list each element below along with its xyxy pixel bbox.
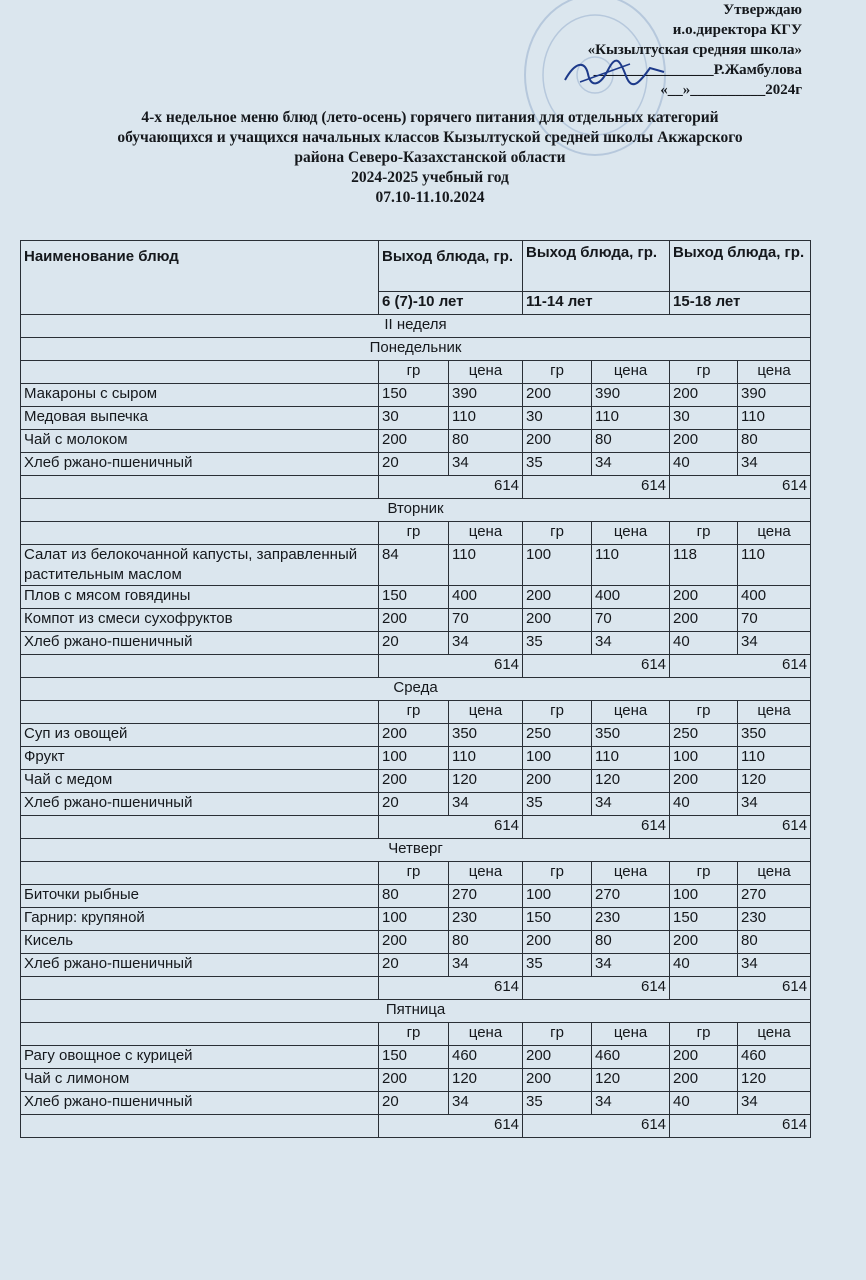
price-cell: 34 bbox=[592, 954, 670, 977]
week-row bbox=[21, 315, 811, 338]
day-name: Пятница bbox=[21, 1000, 811, 1023]
title-line-4: 2024-2025 учебный год bbox=[351, 169, 509, 186]
total-cell: 614 bbox=[379, 1115, 523, 1138]
total-row bbox=[21, 816, 811, 839]
grams-cell: 200 bbox=[670, 586, 738, 609]
dish-name: Фрукт bbox=[21, 747, 379, 770]
price-label: цена bbox=[592, 1023, 670, 1046]
total-cell: 614 bbox=[523, 816, 670, 839]
table-row bbox=[21, 793, 811, 816]
price-cell: 120 bbox=[738, 770, 811, 793]
day-row bbox=[21, 499, 811, 522]
approval-line-5: «__»__________2024г bbox=[660, 82, 802, 98]
price-cell: 400 bbox=[738, 586, 811, 609]
empty-cell bbox=[21, 655, 379, 678]
day-row bbox=[21, 338, 811, 361]
price-cell: 80 bbox=[449, 931, 523, 954]
price-cell: 34 bbox=[449, 632, 523, 655]
title-line-3: района Северо-Казахстанской области bbox=[294, 149, 566, 166]
grams-cell: 20 bbox=[379, 954, 449, 977]
grams-cell: 200 bbox=[379, 724, 449, 747]
empty-cell bbox=[21, 701, 379, 724]
price-cell: 390 bbox=[738, 384, 811, 407]
day-row bbox=[21, 839, 811, 862]
price-cell: 34 bbox=[449, 954, 523, 977]
document-title bbox=[30, 108, 830, 208]
gr-label: гр bbox=[523, 862, 592, 885]
grams-cell: 150 bbox=[523, 908, 592, 931]
price-cell: 270 bbox=[449, 885, 523, 908]
price-cell: 110 bbox=[738, 747, 811, 770]
total-row bbox=[21, 655, 811, 678]
grams-cell: 40 bbox=[670, 1092, 738, 1115]
price-cell: 34 bbox=[449, 1092, 523, 1115]
grams-cell: 100 bbox=[379, 747, 449, 770]
grams-cell: 20 bbox=[379, 1092, 449, 1115]
dish-name: Чай с медом bbox=[21, 770, 379, 793]
gr-label: гр bbox=[670, 862, 738, 885]
price-cell: 460 bbox=[592, 1046, 670, 1069]
price-cell: 400 bbox=[592, 586, 670, 609]
age-group-3: 15-18 лет bbox=[670, 292, 811, 315]
price-cell: 80 bbox=[592, 430, 670, 453]
grams-cell: 35 bbox=[523, 453, 592, 476]
price-cell: 390 bbox=[592, 384, 670, 407]
grams-cell: 20 bbox=[379, 793, 449, 816]
price-cell: 70 bbox=[592, 609, 670, 632]
price-cell: 110 bbox=[738, 545, 811, 586]
day-name: Среда bbox=[21, 678, 811, 701]
table-row bbox=[21, 931, 811, 954]
price-cell: 110 bbox=[449, 747, 523, 770]
gr-label: гр bbox=[523, 1023, 592, 1046]
table-row bbox=[21, 407, 811, 430]
grams-cell: 200 bbox=[523, 384, 592, 407]
total-row bbox=[21, 977, 811, 1000]
price-cell: 350 bbox=[592, 724, 670, 747]
subheader-row bbox=[21, 361, 811, 384]
total-cell: 614 bbox=[523, 655, 670, 678]
grams-cell: 100 bbox=[523, 545, 592, 586]
price-label: цена bbox=[449, 361, 523, 384]
table-row bbox=[21, 545, 811, 586]
grams-cell: 200 bbox=[670, 384, 738, 407]
total-cell: 614 bbox=[523, 1115, 670, 1138]
grams-cell: 20 bbox=[379, 632, 449, 655]
price-cell: 120 bbox=[592, 1069, 670, 1092]
grams-cell: 200 bbox=[523, 931, 592, 954]
title-line-2: обучающихся и учащихся начальных классов Кызылтуской средней школы Акжарского bbox=[117, 129, 743, 146]
price-cell: 110 bbox=[449, 545, 523, 586]
grams-cell: 40 bbox=[670, 954, 738, 977]
age-group-1: 6 (7)-10 лет bbox=[379, 292, 523, 315]
grams-cell: 200 bbox=[523, 609, 592, 632]
gr-label: гр bbox=[379, 522, 449, 545]
grams-cell: 200 bbox=[670, 770, 738, 793]
price-cell: 110 bbox=[738, 407, 811, 430]
empty-cell bbox=[21, 977, 379, 1000]
grams-cell: 200 bbox=[523, 1069, 592, 1092]
gr-label: гр bbox=[670, 522, 738, 545]
gr-label: гр bbox=[523, 522, 592, 545]
price-cell: 460 bbox=[449, 1046, 523, 1069]
price-cell: 460 bbox=[738, 1046, 811, 1069]
total-cell: 614 bbox=[670, 977, 811, 1000]
price-label: цена bbox=[738, 361, 811, 384]
price-label: цена bbox=[592, 701, 670, 724]
price-label: цена bbox=[738, 862, 811, 885]
approval-line-4: ________________Р.Жамбулова bbox=[593, 62, 802, 78]
price-cell: 34 bbox=[592, 1092, 670, 1115]
grams-cell: 250 bbox=[670, 724, 738, 747]
grams-cell: 200 bbox=[523, 586, 592, 609]
price-cell: 70 bbox=[449, 609, 523, 632]
gr-label: гр bbox=[379, 862, 449, 885]
table-row bbox=[21, 747, 811, 770]
dish-name: Компот из смеси сухофруктов bbox=[21, 609, 379, 632]
grams-cell: 40 bbox=[670, 632, 738, 655]
day-row bbox=[21, 678, 811, 701]
price-cell: 110 bbox=[592, 545, 670, 586]
gr-label: гр bbox=[379, 701, 449, 724]
menu-table bbox=[20, 240, 811, 1138]
table-row bbox=[21, 430, 811, 453]
price-label: цена bbox=[449, 1023, 523, 1046]
title-line-1: 4-х недельное меню блюд (лето-осень) горячего питания для отдельных категорий bbox=[141, 109, 719, 126]
grams-cell: 150 bbox=[379, 384, 449, 407]
grams-cell: 200 bbox=[379, 770, 449, 793]
price-cell: 80 bbox=[449, 430, 523, 453]
dish-name: Хлеб ржано-пшеничный bbox=[21, 1092, 379, 1115]
total-cell: 614 bbox=[379, 977, 523, 1000]
price-cell: 230 bbox=[738, 908, 811, 931]
price-cell: 80 bbox=[592, 931, 670, 954]
day-name: Вторник bbox=[21, 499, 811, 522]
dish-name: Рагу овощное с курицей bbox=[21, 1046, 379, 1069]
grams-cell: 200 bbox=[379, 430, 449, 453]
price-cell: 390 bbox=[449, 384, 523, 407]
price-cell: 80 bbox=[738, 931, 811, 954]
day-name: Четверг bbox=[21, 839, 811, 862]
table-row bbox=[21, 908, 811, 931]
grams-cell: 200 bbox=[523, 770, 592, 793]
price-cell: 34 bbox=[738, 1092, 811, 1115]
table-row bbox=[21, 770, 811, 793]
grams-cell: 40 bbox=[670, 453, 738, 476]
price-label: цена bbox=[449, 862, 523, 885]
price-cell: 34 bbox=[592, 453, 670, 476]
table-row bbox=[21, 954, 811, 977]
dish-name: Кисель bbox=[21, 931, 379, 954]
price-label: цена bbox=[592, 361, 670, 384]
empty-cell bbox=[21, 476, 379, 499]
price-cell: 110 bbox=[449, 407, 523, 430]
price-cell: 34 bbox=[592, 793, 670, 816]
grams-cell: 100 bbox=[523, 885, 592, 908]
grams-cell: 30 bbox=[670, 407, 738, 430]
dish-name: Хлеб ржано-пшеничный bbox=[21, 954, 379, 977]
total-cell: 614 bbox=[379, 816, 523, 839]
table-row bbox=[21, 1069, 811, 1092]
gr-label: гр bbox=[379, 361, 449, 384]
dish-name: Макароны с сыром bbox=[21, 384, 379, 407]
table-row bbox=[21, 586, 811, 609]
subheader-row bbox=[21, 522, 811, 545]
total-cell: 614 bbox=[670, 816, 811, 839]
empty-cell bbox=[21, 816, 379, 839]
grams-cell: 84 bbox=[379, 545, 449, 586]
price-cell: 120 bbox=[449, 770, 523, 793]
grams-cell: 35 bbox=[523, 954, 592, 977]
subheader-row bbox=[21, 1023, 811, 1046]
grams-cell: 118 bbox=[670, 545, 738, 586]
grams-cell: 200 bbox=[379, 931, 449, 954]
price-label: цена bbox=[449, 522, 523, 545]
grams-cell: 35 bbox=[523, 1092, 592, 1115]
subheader-row bbox=[21, 701, 811, 724]
price-cell: 120 bbox=[592, 770, 670, 793]
output-header-2: Выход блюда, гр. bbox=[523, 241, 670, 292]
subheader-row bbox=[21, 862, 811, 885]
total-cell: 614 bbox=[379, 476, 523, 499]
week-label: II неделя bbox=[21, 315, 811, 338]
price-cell: 350 bbox=[738, 724, 811, 747]
price-cell: 34 bbox=[738, 954, 811, 977]
gr-label: гр bbox=[523, 701, 592, 724]
empty-cell bbox=[21, 361, 379, 384]
price-cell: 270 bbox=[738, 885, 811, 908]
price-cell: 34 bbox=[738, 632, 811, 655]
empty-cell bbox=[21, 1023, 379, 1046]
price-label: цена bbox=[738, 701, 811, 724]
total-cell: 614 bbox=[670, 1115, 811, 1138]
price-cell: 70 bbox=[738, 609, 811, 632]
grams-cell: 35 bbox=[523, 632, 592, 655]
grams-cell: 150 bbox=[379, 586, 449, 609]
grams-cell: 20 bbox=[379, 453, 449, 476]
dish-name: Чай с молоком bbox=[21, 430, 379, 453]
gr-label: гр bbox=[670, 361, 738, 384]
grams-cell: 30 bbox=[379, 407, 449, 430]
grams-cell: 250 bbox=[523, 724, 592, 747]
output-header-3: Выход блюда, гр. bbox=[670, 241, 811, 292]
dish-name: Салат из белокочанной капусты, заправленный растительным маслом bbox=[21, 545, 379, 586]
grams-cell: 200 bbox=[523, 1046, 592, 1069]
price-label: цена bbox=[592, 862, 670, 885]
dish-name-header: Наименование блюд bbox=[21, 241, 379, 315]
table-row bbox=[21, 724, 811, 747]
day-name: Понедельник bbox=[21, 338, 811, 361]
grams-cell: 80 bbox=[379, 885, 449, 908]
price-cell: 34 bbox=[449, 453, 523, 476]
table-row bbox=[21, 632, 811, 655]
price-cell: 120 bbox=[738, 1069, 811, 1092]
dish-name: Медовая выпечка bbox=[21, 407, 379, 430]
grams-cell: 150 bbox=[670, 908, 738, 931]
table-row bbox=[21, 1046, 811, 1069]
approval-line-2: и.о.директора КГУ bbox=[672, 22, 802, 38]
price-cell: 350 bbox=[449, 724, 523, 747]
gr-label: гр bbox=[379, 1023, 449, 1046]
total-cell: 614 bbox=[670, 655, 811, 678]
dish-name: Хлеб ржано-пшеничный bbox=[21, 632, 379, 655]
price-cell: 80 bbox=[738, 430, 811, 453]
title-line-5: 07.10-11.10.2024 bbox=[375, 189, 485, 206]
price-cell: 34 bbox=[738, 793, 811, 816]
table-row bbox=[21, 453, 811, 476]
price-cell: 110 bbox=[592, 407, 670, 430]
grams-cell: 200 bbox=[670, 931, 738, 954]
price-label: цена bbox=[738, 522, 811, 545]
price-cell: 270 bbox=[592, 885, 670, 908]
grams-cell: 100 bbox=[670, 885, 738, 908]
price-cell: 34 bbox=[592, 632, 670, 655]
price-label: цена bbox=[449, 701, 523, 724]
price-cell: 34 bbox=[738, 453, 811, 476]
dish-name: Гарнир: крупяной bbox=[21, 908, 379, 931]
dish-name: Суп из овощей bbox=[21, 724, 379, 747]
dish-name: Хлеб ржано-пшеничный bbox=[21, 793, 379, 816]
grams-cell: 40 bbox=[670, 793, 738, 816]
grams-cell: 100 bbox=[523, 747, 592, 770]
grams-cell: 100 bbox=[670, 747, 738, 770]
gr-label: гр bbox=[670, 1023, 738, 1046]
price-label: цена bbox=[738, 1023, 811, 1046]
total-row bbox=[21, 1115, 811, 1138]
grams-cell: 100 bbox=[379, 908, 449, 931]
dish-name: Чай с лимоном bbox=[21, 1069, 379, 1092]
dish-name: Биточки рыбные bbox=[21, 885, 379, 908]
table-row bbox=[21, 885, 811, 908]
total-row bbox=[21, 476, 811, 499]
gr-label: гр bbox=[670, 701, 738, 724]
price-cell: 110 bbox=[592, 747, 670, 770]
approval-line-1: Утверждаю bbox=[723, 2, 802, 18]
price-cell: 230 bbox=[449, 908, 523, 931]
output-header-1: Выход блюда, гр. bbox=[379, 241, 523, 292]
total-cell: 614 bbox=[379, 655, 523, 678]
grams-cell: 200 bbox=[523, 430, 592, 453]
age-group-2: 11-14 лет bbox=[523, 292, 670, 315]
price-cell: 400 bbox=[449, 586, 523, 609]
grams-cell: 200 bbox=[670, 1069, 738, 1092]
grams-cell: 200 bbox=[379, 1069, 449, 1092]
total-cell: 614 bbox=[523, 977, 670, 1000]
price-cell: 34 bbox=[449, 793, 523, 816]
signature bbox=[560, 52, 670, 92]
table-row bbox=[21, 1092, 811, 1115]
empty-cell bbox=[21, 862, 379, 885]
dish-name: Плов с мясом говядины bbox=[21, 586, 379, 609]
grams-cell: 35 bbox=[523, 793, 592, 816]
grams-cell: 150 bbox=[379, 1046, 449, 1069]
day-row bbox=[21, 1000, 811, 1023]
total-cell: 614 bbox=[670, 476, 811, 499]
grams-cell: 200 bbox=[379, 609, 449, 632]
empty-cell bbox=[21, 522, 379, 545]
empty-cell bbox=[21, 1115, 379, 1138]
approval-line-3: «Кызылтуская средняя школа» bbox=[587, 42, 802, 58]
price-cell: 120 bbox=[449, 1069, 523, 1092]
gr-label: гр bbox=[523, 361, 592, 384]
grams-cell: 200 bbox=[670, 430, 738, 453]
total-cell: 614 bbox=[523, 476, 670, 499]
grams-cell: 200 bbox=[670, 609, 738, 632]
price-label: цена bbox=[592, 522, 670, 545]
dish-name: Хлеб ржано-пшеничный bbox=[21, 453, 379, 476]
table-row bbox=[21, 609, 811, 632]
header-row bbox=[21, 241, 811, 292]
grams-cell: 30 bbox=[523, 407, 592, 430]
table-row bbox=[21, 384, 811, 407]
grams-cell: 200 bbox=[670, 1046, 738, 1069]
price-cell: 230 bbox=[592, 908, 670, 931]
